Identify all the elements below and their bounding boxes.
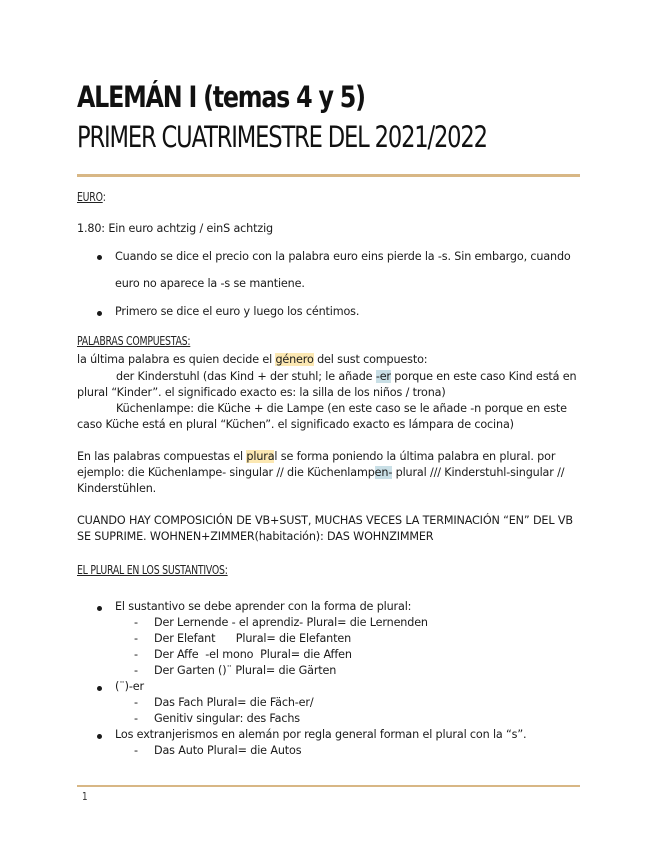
dash: - [134, 664, 138, 677]
section-heading-euro: EURO: [77, 190, 106, 204]
page-number: 1 [82, 790, 88, 803]
compuestas-line-3: plural “Kinder”. el significado exacto es: la silla de los niños / trona) [77, 386, 446, 399]
dash: - [134, 696, 138, 709]
plural-item: Das Fach Plural= die Fäch-er/ [154, 696, 314, 709]
plural-bullet-3: Los extranjerismos en alemán por regla general forman el plural con la “s”. [115, 728, 527, 741]
dash: - [134, 632, 138, 645]
document-title: ALEMÁN I (temas 4 y 5) [77, 80, 365, 114]
dash: - [134, 648, 138, 661]
euro-bullet-1-line-1: Cuando se dice el precio con la palabra euro eins pierde la -s. Sin embargo, cuando [115, 250, 571, 263]
plural-item: Der Garten ()¨ Plural= die Gärten [154, 664, 337, 677]
dash: - [134, 744, 138, 757]
section-heading-compuestas: PALABRAS COMPUESTAS: [77, 334, 191, 348]
document-subtitle: PRIMER CUATRIMESTRE DEL 2021/2022 [77, 120, 487, 154]
bullet-dot [97, 255, 102, 260]
highlight-genero: género [275, 353, 314, 366]
compuestas-line-9: CUANDO HAY COMPOSICIÓN DE VB+SUST, MUCHAS VECES LA TERMINACIÓN “EN” DEL VB [77, 514, 573, 527]
plural-bullet-2: (¨)-er [115, 680, 144, 693]
compuestas-line-7: ejemplo: die Küchenlampe- singular // die Küchenlampen- plural /// Kinderstuhl-singular // [77, 466, 565, 479]
euro-bullet-2: Primero se dice el euro y luego los céntimos. [115, 305, 360, 318]
bullet-dot [97, 311, 102, 316]
header-divider [77, 174, 580, 177]
highlight-en: en- [374, 466, 393, 479]
plural-item: Das Auto Plural= die Autos [154, 744, 302, 757]
compuestas-line-6: En las palabras compuestas el plural se forma poniendo la última palabra en plural. por [77, 450, 556, 463]
bullet-dot [97, 686, 102, 691]
bullet-dot [97, 734, 102, 739]
compuestas-line-4: Küchenlampe: die Küche + die Lampe (en este caso se le añade -n porque en este [116, 402, 567, 415]
euro-example: 1.80: Ein euro achtzig / einS achtzig [77, 222, 273, 235]
plural-item: Der Elefant Plural= die Elefanten [154, 632, 352, 645]
compuestas-line-2: der Kinderstuhl (das Kind + der stuhl; le añade -er porque en este caso Kind está en [116, 370, 577, 383]
highlight-er: -er [375, 370, 391, 383]
euro-bullet-1-line-2: euro no aparece la -s se mantiene. [115, 277, 305, 290]
compuestas-line-8: Kinderstühlen. [77, 482, 157, 495]
highlight-plural: plura [246, 450, 275, 463]
plural-bullet-1: El sustantivo se debe aprender con la forma de plural: [115, 600, 412, 613]
footer-divider [77, 785, 580, 787]
section-heading-plural: EL PLURAL EN LOS SUSTANTIVOS: [77, 563, 228, 577]
dash: - [134, 712, 138, 725]
compuestas-line-1: la última palabra es quien decide el género del sust compuesto: [77, 353, 428, 366]
compuestas-line-5: caso Küche está en plural “Küchen”. el significado exacto es lámpara de cocina) [77, 418, 514, 431]
plural-item: Der Affe -el mono Plural= die Affen [154, 648, 352, 661]
bullet-dot [97, 606, 102, 611]
plural-item: Genitiv singular: des Fachs [154, 712, 300, 725]
dash: - [134, 616, 138, 629]
compuestas-line-10: SE SUPRIME. WOHNEN+ZIMMER(habitación): DAS WOHNZIMMER [77, 530, 434, 543]
plural-item: Der Lernende - el aprendiz- Plural= die Lernenden [154, 616, 428, 629]
